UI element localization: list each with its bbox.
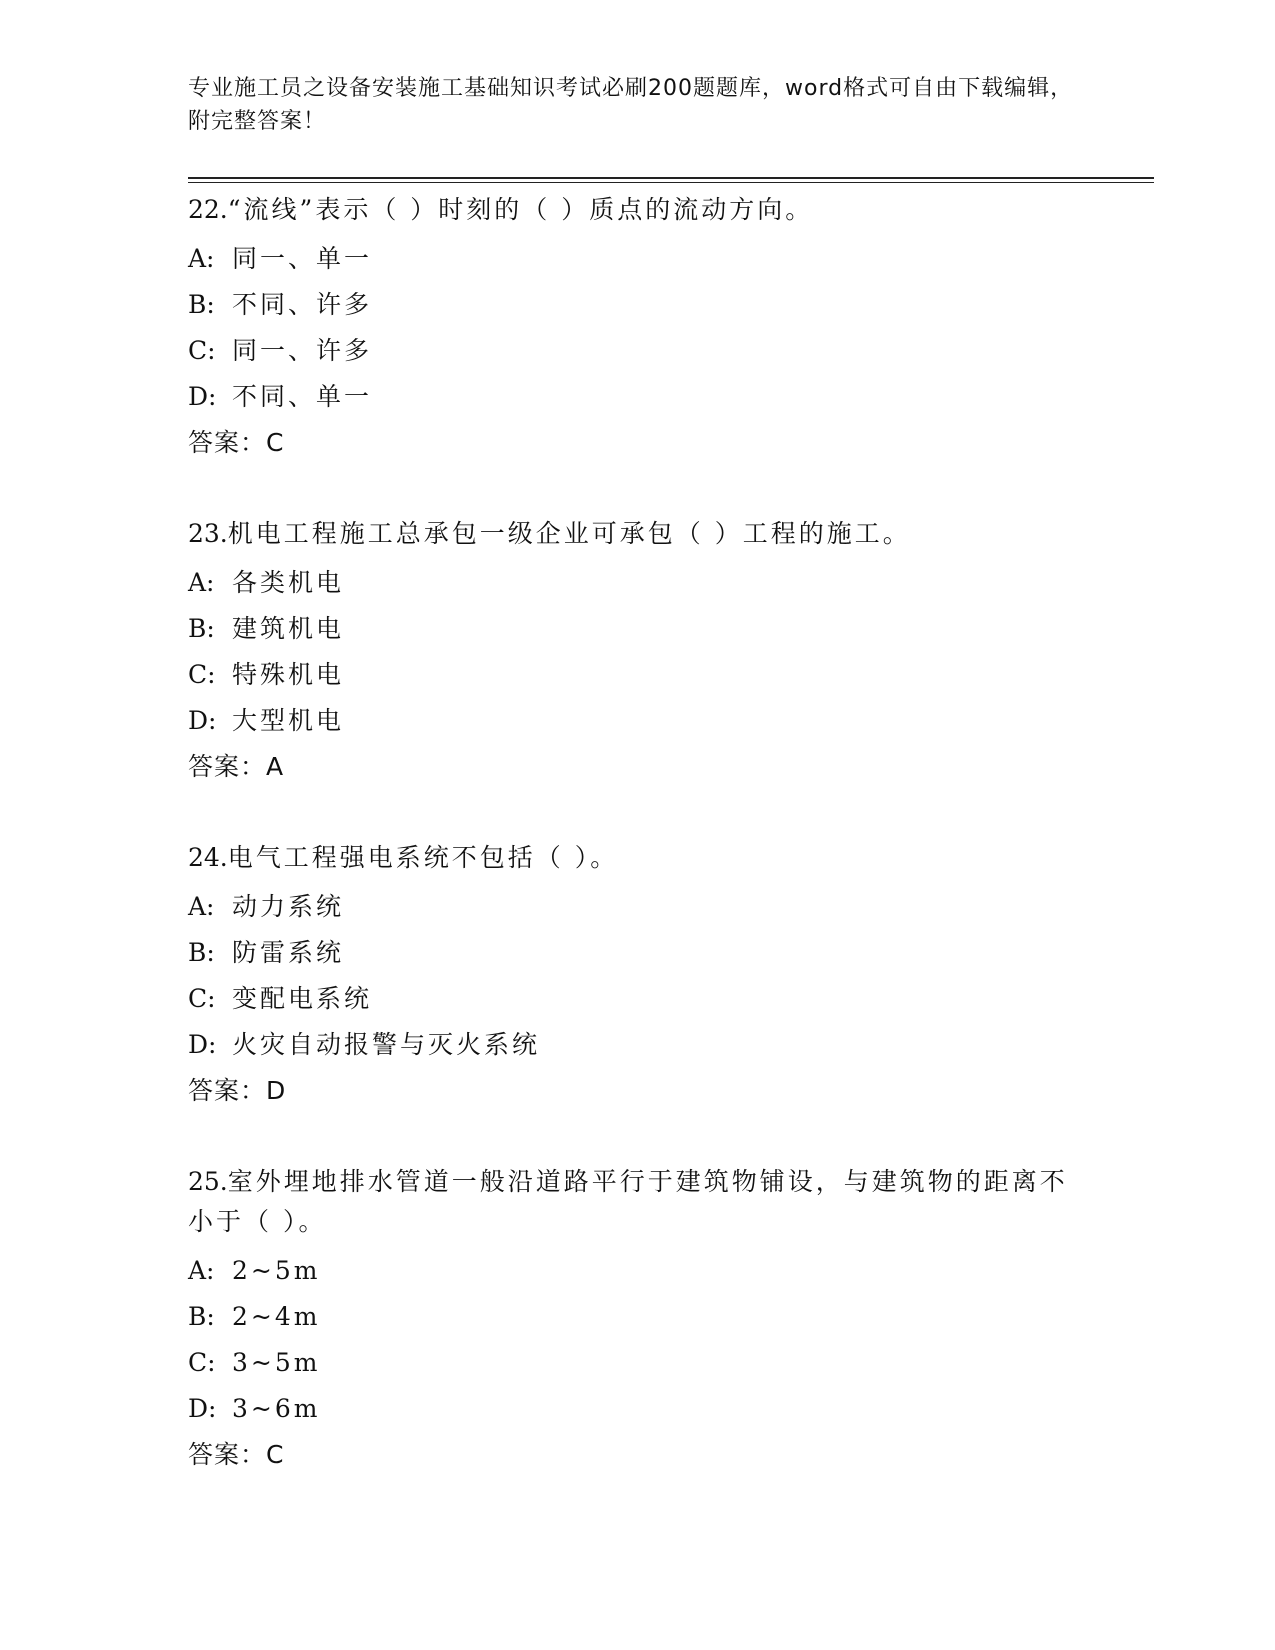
question-number: 24.: [188, 843, 228, 872]
option-text: 同一、单一: [232, 244, 373, 273]
document-header: [188, 72, 1088, 138]
question-stem: [188, 1162, 1088, 1242]
option-d: [188, 698, 1088, 744]
option-text: 3~5m: [232, 1348, 321, 1377]
option-letter: C:: [188, 336, 216, 365]
question-number: 23.: [188, 519, 228, 548]
option-text: 不同、单一: [232, 382, 373, 411]
option-a: [188, 236, 1088, 282]
option-d: [188, 1386, 1088, 1432]
option-letter: C:: [188, 984, 216, 1013]
option-letter: A:: [188, 1256, 215, 1285]
question-25: [188, 1162, 1088, 1478]
option-a: [188, 884, 1088, 930]
option-text: 建筑机电: [232, 614, 345, 643]
question-24: [188, 838, 1088, 1114]
option-text: 变配电系统: [232, 984, 373, 1013]
option-b: [188, 282, 1088, 328]
answer-value: C: [266, 1440, 285, 1469]
option-text: 不同、许多: [232, 290, 373, 319]
question-list: [188, 190, 1088, 1526]
question-22: [188, 190, 1088, 466]
question-text: 机电工程施工总承包一级企业可承包（ ）工程的施工。: [227, 519, 911, 548]
option-text: 动力系统: [232, 892, 345, 921]
option-letter: B:: [188, 938, 215, 967]
answer-line: [188, 1432, 1088, 1478]
option-c: [188, 1340, 1088, 1386]
option-text: 2~4m: [232, 1302, 321, 1331]
answer-label: 答案：: [188, 752, 267, 781]
option-letter: A:: [188, 568, 215, 597]
answer-label: 答案：: [188, 428, 267, 457]
option-text: 防雷系统: [232, 938, 345, 967]
question-text: 室外埋地排水管道一般沿道路平行于建筑物铺设，与建筑物的距离不小于（ ）。: [188, 1167, 1068, 1236]
option-letter: B:: [188, 614, 215, 643]
header-rule-bottom: [188, 182, 1154, 183]
answer-label: 答案：: [188, 1076, 267, 1105]
option-text: 2~5m: [232, 1256, 321, 1285]
option-d: [188, 374, 1088, 420]
question-text: “流线”表示（ ）时刻的（ ）质点的流动方向。: [227, 195, 814, 224]
answer-label: 答案：: [188, 1440, 267, 1469]
question-stem: [188, 190, 1088, 230]
option-c: [188, 652, 1088, 698]
document-title: 专业施工员之设备安装施工基础知识考试必刷200题题库，word格式可自由下载编辑，附完整答案！: [188, 76, 1074, 134]
question-number: 25.: [188, 1167, 228, 1196]
answer-line: [188, 420, 1088, 466]
option-text: 3~6m: [232, 1394, 321, 1423]
option-b: [188, 606, 1088, 652]
option-a: [188, 560, 1088, 606]
option-a: [188, 1248, 1088, 1294]
header-rule-top: [188, 177, 1154, 179]
option-letter: A:: [188, 244, 215, 273]
option-text: 同一、许多: [232, 336, 373, 365]
option-letter: B:: [188, 290, 215, 319]
option-b: [188, 930, 1088, 976]
option-letter: C:: [188, 1348, 216, 1377]
option-letter: D:: [188, 1394, 217, 1423]
option-c: [188, 976, 1088, 1022]
question-23: [188, 514, 1088, 790]
answer-value: D: [266, 1076, 287, 1105]
option-b: [188, 1294, 1088, 1340]
option-text: 各类机电: [232, 568, 345, 597]
answer-value: C: [266, 428, 285, 457]
option-letter: B:: [188, 1302, 215, 1331]
answer-line: [188, 744, 1088, 790]
question-stem: [188, 514, 1088, 554]
option-letter: C:: [188, 660, 216, 689]
answer-value: A: [266, 752, 285, 781]
option-c: [188, 328, 1088, 374]
option-text: 火灾自动报警与灭火系统: [232, 1030, 541, 1059]
question-text: 电气工程强电系统不包括（ ）。: [227, 843, 619, 872]
question-stem: [188, 838, 1088, 878]
option-letter: D:: [188, 706, 217, 735]
option-d: [188, 1022, 1088, 1068]
option-text: 大型机电: [232, 706, 345, 735]
option-letter: D:: [188, 382, 217, 411]
option-letter: A:: [188, 892, 215, 921]
answer-line: [188, 1068, 1088, 1114]
question-number: 22.: [188, 195, 228, 224]
option-text: 特殊机电: [232, 660, 345, 689]
option-letter: D:: [188, 1030, 217, 1059]
